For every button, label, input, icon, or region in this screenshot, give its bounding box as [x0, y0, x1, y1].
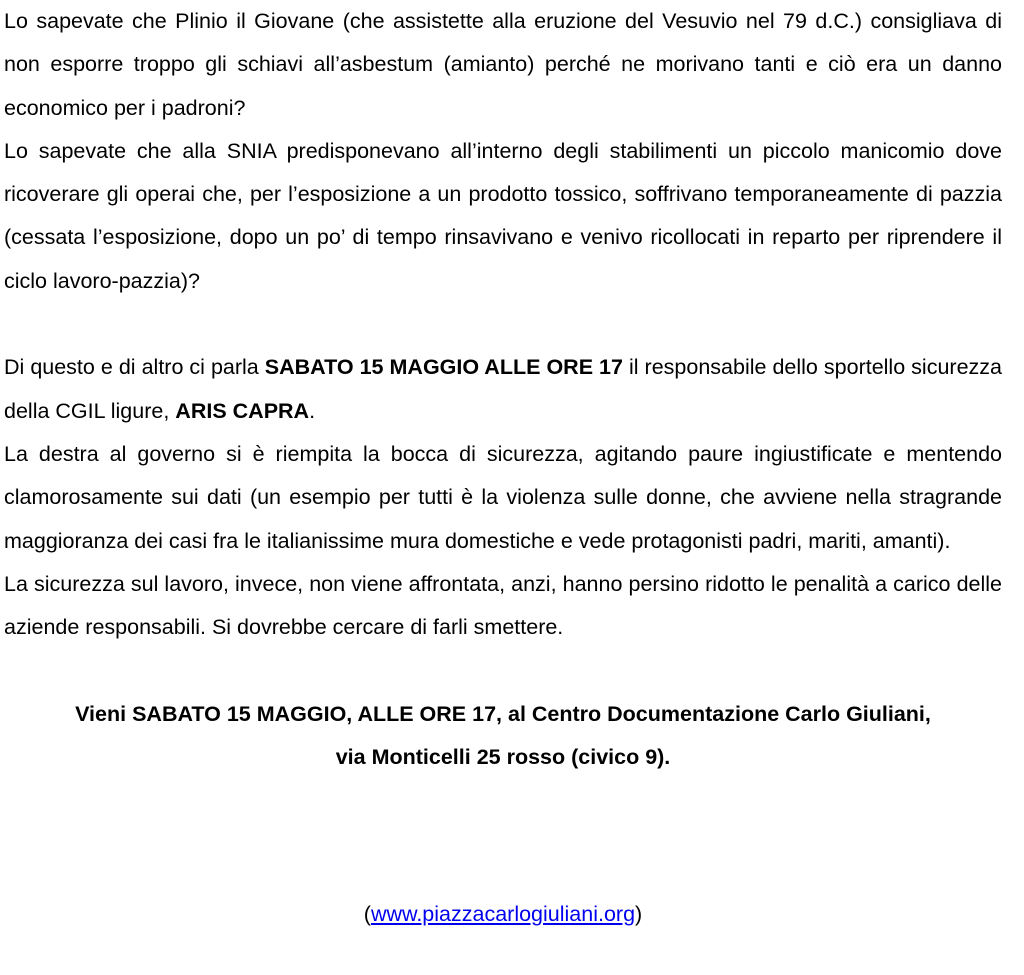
invite-line-1: Vieni SABATO 15 MAGGIO, ALLE ORE 17, al Centro Documentazione Carlo Giuliani,: [75, 701, 931, 726]
spacer: [4, 303, 1002, 346]
invite-line-2: via Monticelli 25 rosso (civico 9).: [335, 745, 671, 770]
paragraph-government: La destra al governo si è riempita la bocca di sicurezza, agitando paure ingiustificate e mentendo clamorosamente sui dati (un esempio per tutti è la violenza sulle donne, che avviene nella stragrande maggioranza dei casi fra le italianissime mura domestiche e vede protagonisti padri, mariti, amanti).: [4, 441, 1002, 553]
footer-close-paren: ): [635, 902, 643, 926]
paragraph-workplace-safety: La sicurezza sul lavoro, invece, non viene affrontata, anzi, hanno persino ridotto le penalità a carico delle aziende responsabili. Si dovrebbe cercare di farli smettere.: [4, 571, 1002, 640]
spacer: [4, 649, 1002, 692]
document-body: [4, 0, 1002, 779]
event-period: .: [309, 398, 316, 423]
paragraph-snia: Lo sapevate che alla SNIA predisponevano all’interno degli stabilimenti un piccolo manicomio dove ricoverare gli operai che, per l’esposizione a un prodotto tossico, soffrivano temporaneamente di pazzia (cessata l’esposizione, dopo un po’ di tempo rinsavivano e venivo ricollocati in reparto per riprendere il ciclo lavoro-pazzia)?: [4, 138, 1002, 293]
speaker-name-bold: ARIS CAPRA: [175, 398, 310, 423]
paragraph-plinio: Lo sapevate che Plinio il Giovane (che assistette alla eruzione del Vesuvio nel 79 d.C.) consigliava di non esporre troppo gli schiavi all’asbestum (amianto) perché ne morivano tanti e ciò era un danno economico per i padroni?: [4, 9, 1002, 120]
website-link[interactable]: www.piazzacarlogiuliani.org: [370, 902, 636, 926]
event-intro-text: Di questo e di altro ci parla: [4, 355, 265, 380]
event-speaker-role-text: il responsabile dello sportello sicurezza della CGIL ligure,: [4, 355, 1002, 423]
event-date-bold: SABATO 15 MAGGIO ALLE ORE 17: [264, 355, 623, 380]
footer-open-paren: (: [363, 902, 371, 926]
footer-website: [0, 893, 1006, 936]
paragraph-event-speaker: [4, 346, 1002, 433]
